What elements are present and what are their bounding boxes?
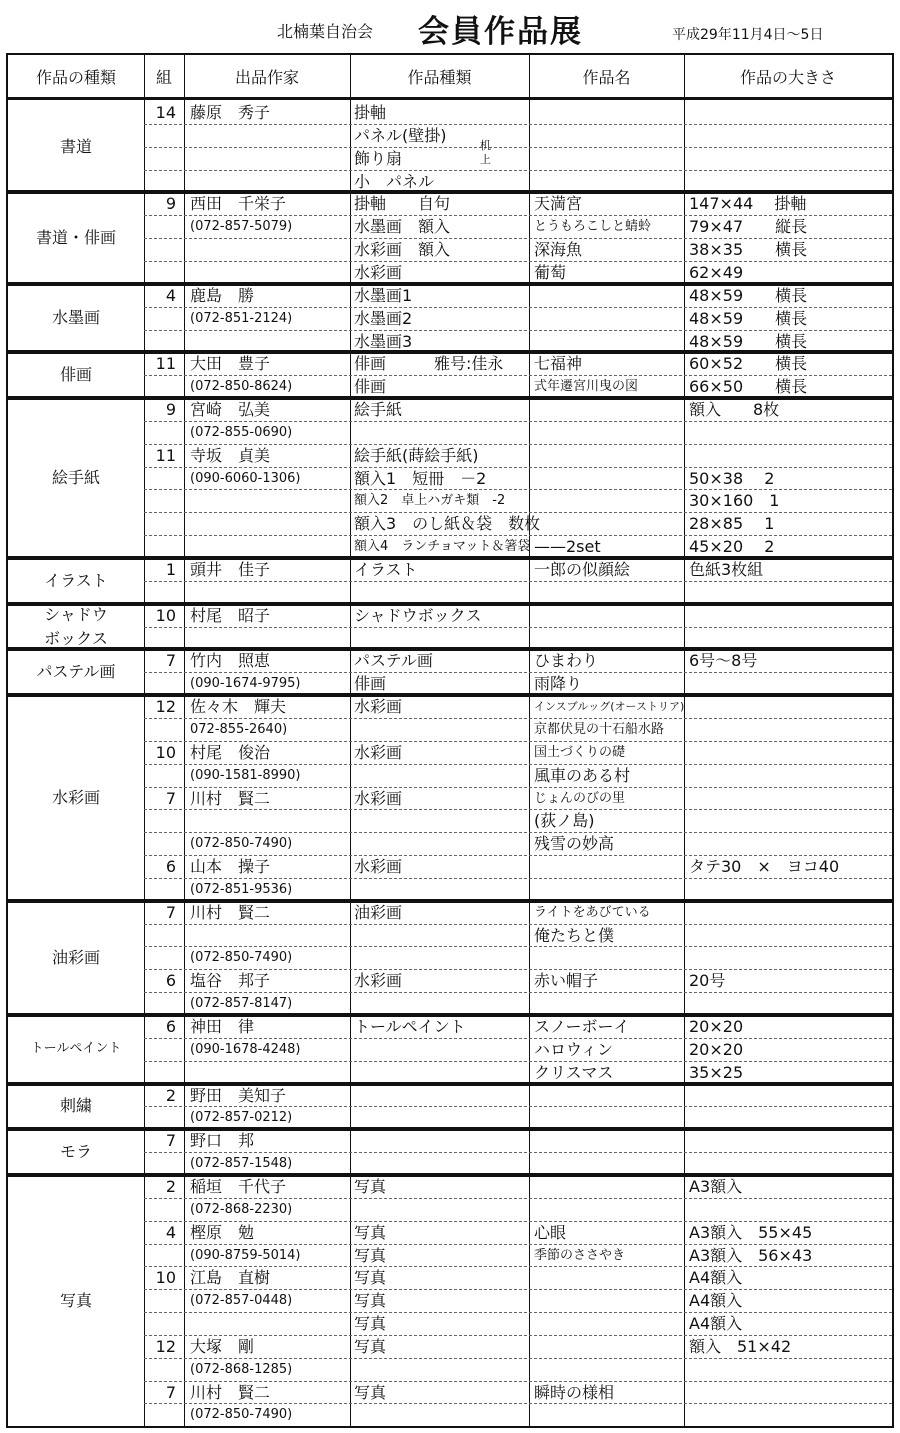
row-divider bbox=[144, 170, 892, 171]
cell-medium: 水彩画 bbox=[354, 788, 403, 808]
cell-title: 風車のある村 bbox=[534, 765, 631, 785]
cell-medium: 水彩画 bbox=[354, 742, 403, 762]
cell-artist: 村尾 昭子 bbox=[190, 605, 271, 625]
cell-artist: 野口 邦 bbox=[190, 1131, 255, 1151]
cell-artist: 頭井 佳子 bbox=[190, 560, 271, 579]
cell-size: 79×47 縦長 bbox=[689, 217, 808, 237]
cell-group: 11 bbox=[155, 445, 176, 465]
cell-title: ハロウィン bbox=[534, 1039, 614, 1059]
cell-group: 10 bbox=[155, 742, 176, 762]
cell-size: タテ30 × ヨコ40 bbox=[689, 857, 840, 877]
cell-group: 11 bbox=[155, 354, 176, 374]
cell-artist: 村尾 俊治 bbox=[190, 742, 271, 762]
cell-size: A3額入 bbox=[689, 1176, 743, 1196]
cell-size: 28×85 1 bbox=[689, 514, 775, 534]
cell-title: 葡萄 bbox=[534, 262, 567, 282]
document-title: 会員作品展 bbox=[418, 14, 583, 50]
cell-title: じょんのびの里 bbox=[534, 790, 626, 806]
cell-title: 季節のささやき bbox=[534, 1247, 626, 1263]
category-divider bbox=[8, 899, 892, 903]
cell-medium: 写真 bbox=[354, 1222, 387, 1242]
cell-medium: 写真 bbox=[354, 1336, 387, 1356]
cell-size: 20号 bbox=[689, 971, 726, 991]
cell-size: 6号～8号 bbox=[689, 651, 758, 671]
cell-medium: 水彩画 bbox=[354, 697, 403, 717]
cell-medium: 飾り扇 bbox=[354, 148, 403, 168]
cell-artist: 宮崎 弘美 bbox=[190, 400, 271, 420]
cell-size: 35×25 bbox=[689, 1062, 744, 1082]
cell-size: A3額入 55×45 bbox=[689, 1222, 813, 1242]
cell-title: ——2set bbox=[534, 537, 601, 557]
cell-title: 式年遷宮川曳の図 bbox=[534, 379, 639, 395]
cell-size: 60×52 横長 bbox=[689, 354, 808, 374]
cell-title: 残雪の妙高 bbox=[534, 834, 615, 854]
cell-group: 6 bbox=[165, 857, 176, 877]
category-cell: 書道 bbox=[59, 136, 92, 156]
category-cell: 絵手紙 bbox=[51, 468, 100, 488]
cell-size: 48×59 横長 bbox=[689, 331, 808, 351]
cell-medium: 写真 bbox=[354, 1291, 387, 1311]
cell-group: 7 bbox=[165, 651, 176, 671]
cell-artist: (072-857-1548) bbox=[190, 1156, 293, 1172]
cell-group: 10 bbox=[155, 1268, 176, 1288]
cell-artist: 野田 美知子 bbox=[190, 1085, 287, 1105]
cell-medium: 写真 bbox=[354, 1382, 387, 1402]
cell-medium: 俳画 bbox=[354, 674, 387, 694]
cell-artist: (090-6060-1306) bbox=[190, 470, 301, 486]
cell-artist: (072-851-9536) bbox=[190, 881, 293, 897]
cell-size: 額入 8枚 bbox=[689, 400, 780, 420]
cell-title: クリスマス bbox=[534, 1062, 614, 1082]
organization-name: 北楠葉自治会 bbox=[277, 22, 374, 41]
category-cell: シャドウ ボックス bbox=[44, 604, 108, 648]
cell-size: 66×50 横長 bbox=[689, 377, 808, 397]
exhibit-table bbox=[6, 53, 894, 1428]
cell-size: 48×59 横長 bbox=[689, 285, 808, 305]
cell-size: 20×20 bbox=[689, 1039, 744, 1059]
cell-medium: パステル画 bbox=[354, 651, 433, 671]
cell-artist: (072-850-8624) bbox=[190, 379, 293, 395]
category-cell: 刺繍 bbox=[59, 1096, 92, 1116]
cell-size: 色紙3枚組 bbox=[689, 560, 764, 579]
cell-artist: (072-850-7490) bbox=[190, 950, 293, 966]
cell-medium: 写真 bbox=[354, 1176, 387, 1196]
cell-size: 62×49 bbox=[689, 262, 744, 282]
cell-title: インスブルッグ(オーストリア) bbox=[534, 700, 685, 714]
document-header bbox=[0, 0, 900, 48]
cell-artist: (072-851-2124) bbox=[190, 310, 293, 326]
cell-size: A4額入 bbox=[689, 1291, 743, 1311]
cell-artist: (072-857-5079) bbox=[190, 219, 293, 235]
category-divider bbox=[8, 647, 892, 651]
cell-title: 京都伏見の十石船水路 bbox=[534, 721, 665, 737]
cell-medium: 水彩画 bbox=[354, 971, 403, 991]
cell-group: 9 bbox=[165, 400, 176, 420]
cell-size: 20×20 bbox=[689, 1017, 744, 1036]
category-cell: 水彩画 bbox=[51, 787, 100, 807]
cell-artist: 神田 律 bbox=[190, 1017, 255, 1036]
cell-medium: 絵手紙(蒔絵手紙) bbox=[354, 445, 479, 465]
cell-artist: 川村 賢二 bbox=[190, 902, 271, 922]
row-divider bbox=[144, 147, 892, 148]
cell-size: 38×35 横長 bbox=[689, 240, 808, 260]
cell-title: ひまわり bbox=[534, 651, 599, 671]
category-cell: 写真 bbox=[59, 1290, 92, 1310]
cell-size: 50×38 2 bbox=[689, 468, 775, 488]
cell-artist: (072-850-7490) bbox=[190, 836, 293, 852]
cell-artist: 山本 操子 bbox=[190, 857, 271, 877]
cell-medium: 水彩画 bbox=[354, 857, 403, 877]
cell-artist: 樫原 勉 bbox=[190, 1222, 255, 1242]
category-cell: パステル画 bbox=[36, 662, 116, 682]
category-cell: イラスト bbox=[44, 570, 108, 590]
cell-title: 一郎の似顔絵 bbox=[534, 560, 631, 579]
cell-title: (荻ノ島) bbox=[534, 811, 595, 831]
cell-size: A4額入 bbox=[689, 1314, 743, 1334]
category-cell: モラ bbox=[59, 1142, 92, 1162]
cell-size: A3額入 56×43 bbox=[689, 1245, 813, 1265]
header-divider bbox=[8, 97, 892, 100]
cell-group: 7 bbox=[165, 788, 176, 808]
cell-medium: 額入3 のし紙＆袋 数枚 bbox=[354, 514, 541, 534]
cell-size: 48×59 横長 bbox=[689, 308, 808, 328]
cell-artist: (072-868-1285) bbox=[190, 1361, 293, 1377]
cell-title: 天満宮 bbox=[534, 194, 583, 214]
cell-medium: 水墨画2 bbox=[354, 308, 413, 328]
cell-group: 6 bbox=[165, 1017, 176, 1036]
cell-group: 9 bbox=[165, 194, 176, 214]
cell-artist: 072-855-2640) bbox=[190, 721, 288, 737]
cell-group: 7 bbox=[165, 1382, 176, 1402]
cell-title: 国土づくりの礎 bbox=[534, 744, 626, 760]
category-cell: トールペイント bbox=[30, 1041, 122, 1057]
cell-group: 12 bbox=[155, 1336, 176, 1356]
cell-size: 147×44 掛軸 bbox=[689, 194, 807, 214]
cell-artist: 竹内 照恵 bbox=[190, 651, 271, 671]
row-divider bbox=[144, 1312, 892, 1313]
column-header-type: 作品の種類 bbox=[35, 67, 116, 87]
cell-medium: 水彩画 額入 bbox=[354, 240, 451, 260]
cell-group: 10 bbox=[155, 605, 176, 625]
cell-medium: 油彩画 bbox=[354, 902, 403, 922]
cell-medium: 額入1 短冊 －2 bbox=[354, 468, 487, 488]
column-header-artist: 出品作家 bbox=[234, 67, 299, 87]
cell-group: 2 bbox=[165, 1176, 176, 1196]
cell-artist: (072-850-7490) bbox=[190, 1407, 293, 1423]
cell-artist: 稲垣 千代子 bbox=[190, 1176, 287, 1196]
cell-artist: (072-868-2230) bbox=[190, 1201, 293, 1217]
cell-artist: 塩谷 邦子 bbox=[190, 971, 271, 991]
cell-group: 6 bbox=[165, 971, 176, 991]
cell-artist: 川村 賢二 bbox=[190, 788, 271, 808]
cell-artist: (090-1674-9795) bbox=[190, 676, 301, 692]
cell-medium: 水墨画 額入 bbox=[354, 217, 451, 237]
cell-artist: (072-857-0212) bbox=[190, 1110, 293, 1126]
cell-group: 2 bbox=[165, 1085, 176, 1105]
exhibition-date: 平成29年11月4日～5日 bbox=[672, 27, 824, 43]
cell-size: 45×20 2 bbox=[689, 537, 775, 557]
cell-artist: (090-1678-4248) bbox=[190, 1041, 301, 1057]
cell-artist: (090-1581-8990) bbox=[190, 767, 301, 783]
cell-artist: 藤原 秀子 bbox=[190, 103, 271, 122]
cell-group: 1 bbox=[165, 560, 176, 579]
cell-artist: 佐々木 輝夫 bbox=[190, 697, 287, 717]
cell-medium: トールペイント bbox=[354, 1017, 466, 1036]
cell-artist: (072-857-8147) bbox=[190, 996, 293, 1012]
cell-medium: パネル(壁掛) bbox=[354, 125, 447, 145]
cell-title: 深海魚 bbox=[534, 240, 583, 260]
cell-artist: 川村 賢二 bbox=[190, 1382, 271, 1402]
cell-group: 14 bbox=[155, 103, 176, 122]
category-cell: 書道・俳画 bbox=[35, 228, 116, 248]
cell-artist: (072-857-0448) bbox=[190, 1293, 293, 1309]
cell-group: 7 bbox=[165, 902, 176, 922]
cell-medium: イラスト bbox=[354, 560, 418, 579]
cell-artist: 大塚 剛 bbox=[190, 1336, 255, 1356]
category-divider bbox=[8, 1173, 892, 1177]
cell-artist: 江島 直樹 bbox=[190, 1268, 271, 1288]
cell-medium: 俳画 bbox=[354, 377, 387, 397]
cell-medium: 絵手紙 bbox=[354, 400, 403, 420]
cell-size: 額入 51×42 bbox=[689, 1336, 792, 1356]
cell-title: とうもろこしと蜻蛉 bbox=[534, 219, 652, 235]
cell-medium: 小 パネル bbox=[354, 171, 435, 191]
cell-medium: 額入2 卓上ハガキ類 -2 bbox=[354, 493, 506, 509]
column-header-title: 作品名 bbox=[582, 67, 631, 87]
cell-artist: 西田 千栄子 bbox=[190, 194, 287, 214]
category-divider bbox=[8, 693, 892, 697]
column-header-size: 作品の大きさ bbox=[739, 67, 836, 87]
cell-medium: シャドウボックス bbox=[354, 605, 482, 625]
category-cell: 俳画 bbox=[59, 365, 92, 385]
cell-medium: 水彩画 bbox=[354, 262, 403, 282]
category-divider bbox=[8, 1082, 892, 1086]
category-cell: 油彩画 bbox=[51, 947, 100, 967]
cell-medium: 掛軸 bbox=[354, 103, 387, 122]
cell-title: 七福神 bbox=[534, 354, 583, 374]
cell-title: 俺たちと僕 bbox=[534, 925, 615, 945]
category-cell: 水墨画 bbox=[51, 308, 100, 328]
cell-artist: 寺坂 貞美 bbox=[190, 445, 271, 465]
cell-artist: (072-855-0690) bbox=[190, 424, 293, 440]
cell-medium: 写真 bbox=[354, 1314, 387, 1334]
cell-group: 7 bbox=[165, 1131, 176, 1151]
category-divider bbox=[8, 1127, 892, 1131]
cell-artist: 鹿島 勝 bbox=[190, 285, 255, 305]
column-header-group: 組 bbox=[155, 67, 172, 87]
cell-medium: 額入4 ランチョマット＆箸袋 bbox=[354, 539, 531, 555]
cell-title: 雨降り bbox=[534, 674, 583, 694]
cell-title: 瞬時の様相 bbox=[534, 1382, 615, 1402]
cell-medium: 写真 bbox=[354, 1268, 387, 1288]
cell-size: 30×160 1 bbox=[689, 491, 780, 511]
cell-medium: 写真 bbox=[354, 1245, 387, 1265]
cell-medium: 水墨画3 bbox=[354, 331, 413, 351]
cell-note: 机 上 bbox=[480, 138, 491, 166]
cell-group: 12 bbox=[155, 697, 176, 717]
cell-artist: (090-8759-5014) bbox=[190, 1247, 301, 1263]
cell-group: 4 bbox=[165, 1222, 176, 1242]
cell-medium: 水墨画1 bbox=[354, 285, 413, 305]
cell-title: ライトをあびている bbox=[534, 904, 651, 920]
column-header-medium: 作品種類 bbox=[407, 67, 472, 87]
row-divider bbox=[144, 627, 892, 628]
cell-title: スノーボーイ bbox=[534, 1017, 630, 1036]
cell-title: 心眼 bbox=[534, 1222, 567, 1242]
cell-title: 赤い帽子 bbox=[534, 971, 599, 991]
cell-medium: 俳画 雅号:佳永 bbox=[354, 354, 504, 374]
cell-size: A4額入 bbox=[689, 1268, 743, 1288]
cell-artist: 大田 豊子 bbox=[190, 354, 271, 374]
cell-group: 4 bbox=[165, 285, 176, 305]
cell-medium: 掛軸 自句 bbox=[354, 194, 451, 214]
